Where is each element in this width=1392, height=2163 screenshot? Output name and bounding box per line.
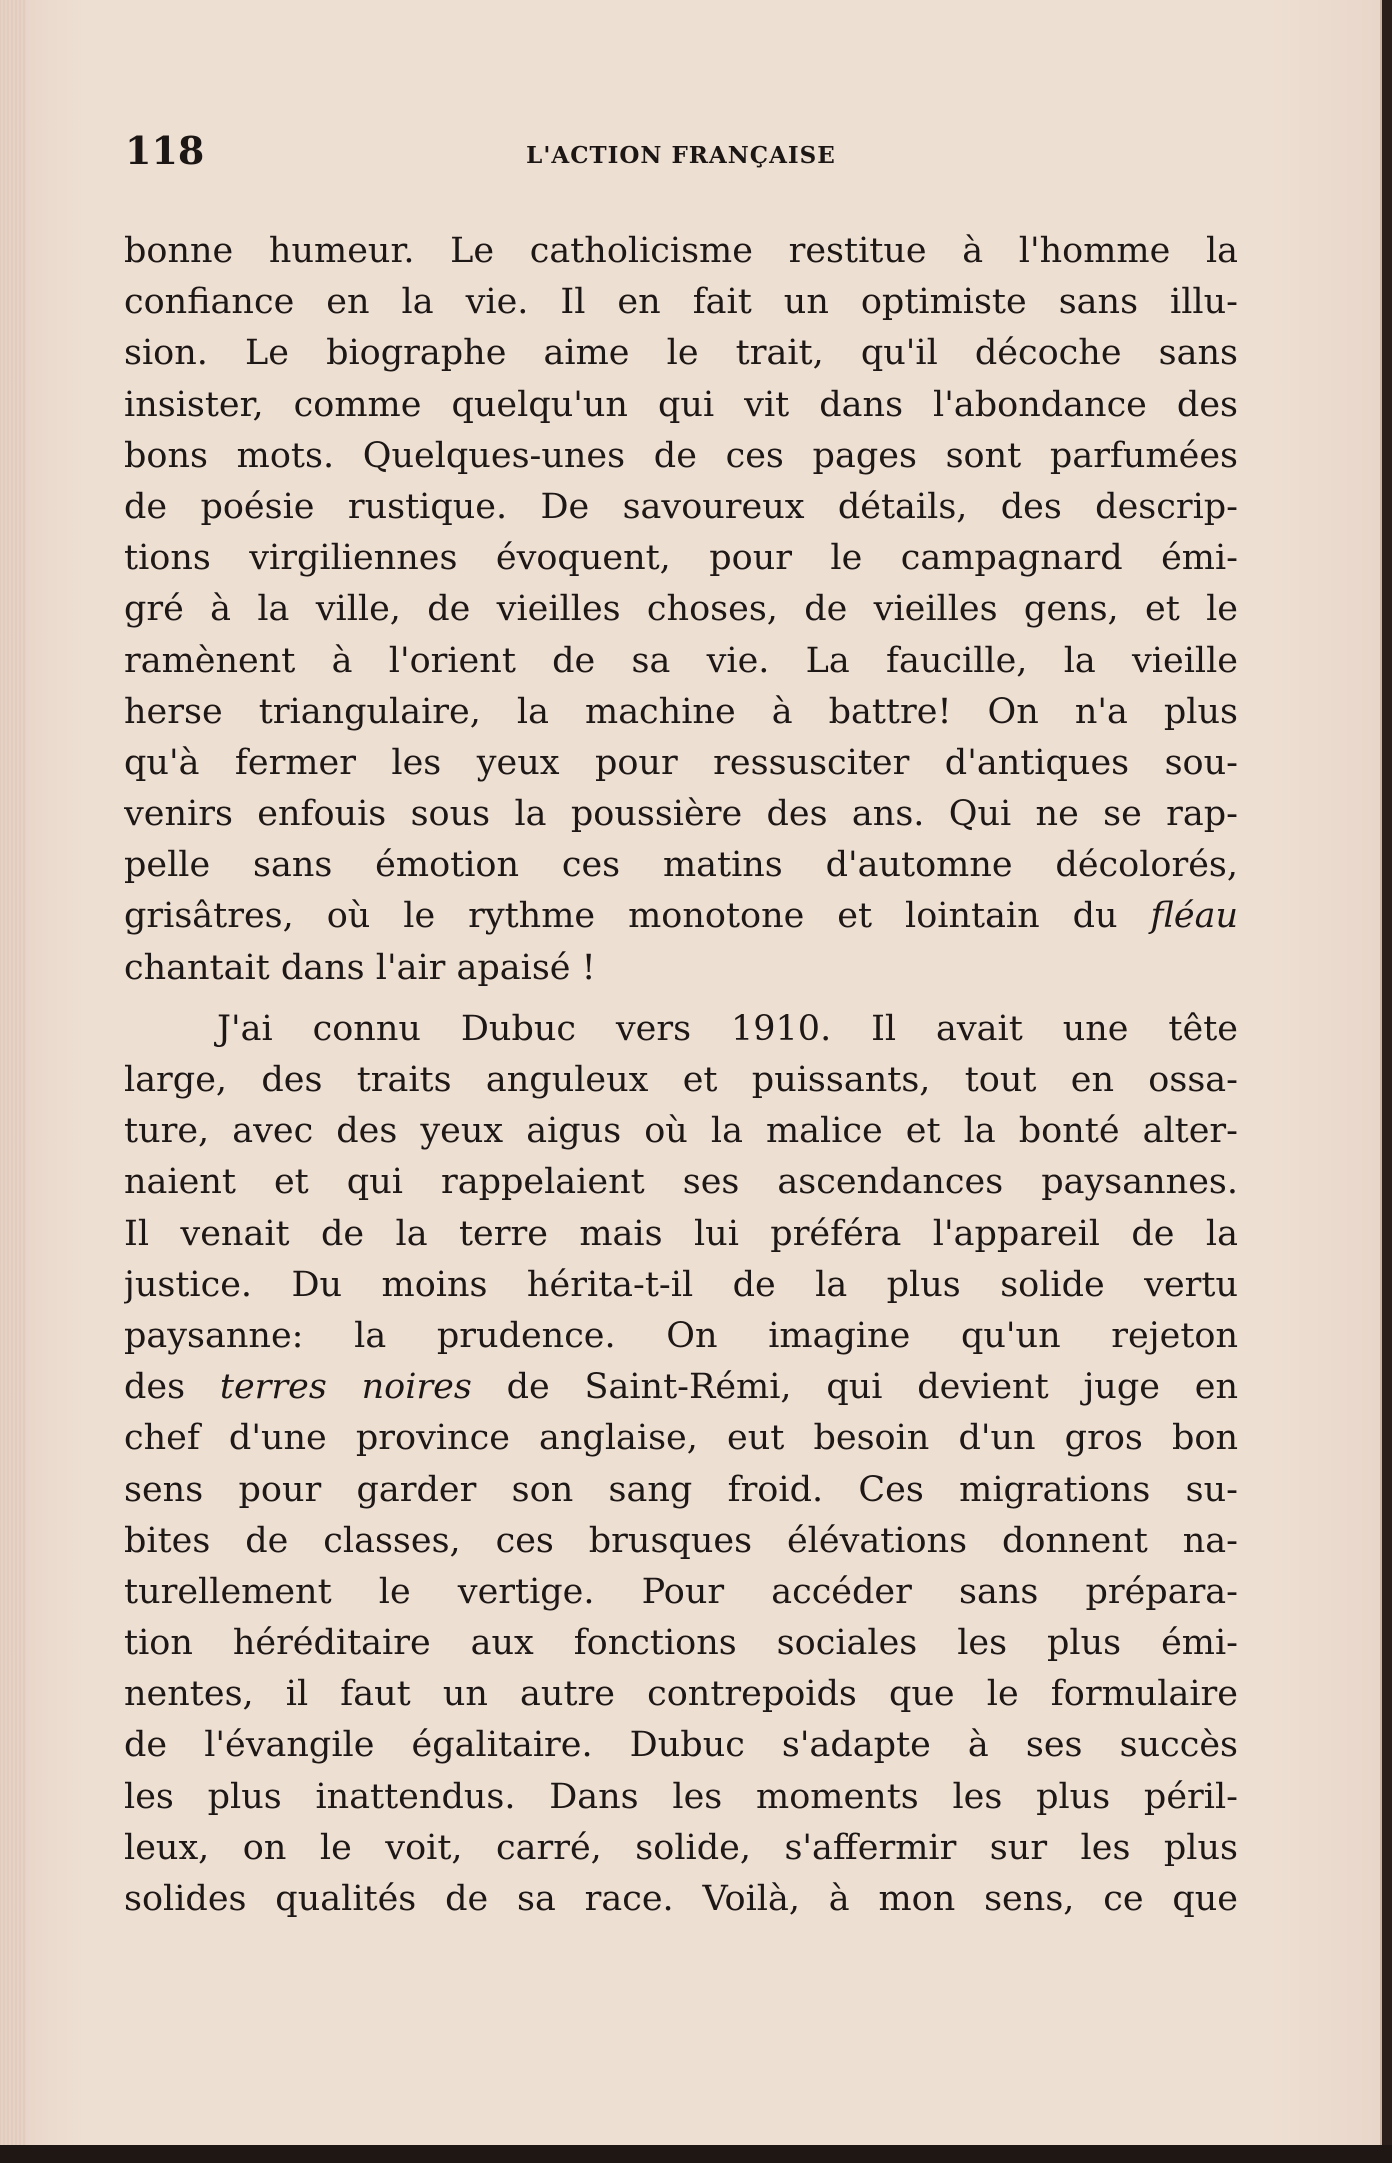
text-line: turellement le vertige. Pour accéder sans prépara-: [124, 1571, 1238, 1612]
text-line: sens pour garder son sang froid. Ces migrations su-: [124, 1469, 1238, 1510]
text-line: J'ai connu Dubuc vers 1910. Il avait une tête: [217, 1008, 1238, 1049]
running-head: L'ACTION FRANÇAISE: [526, 142, 836, 169]
italic-phrase: terres noires: [219, 1367, 472, 1408]
body-text: [124, 226, 1238, 1925]
paragraph-1: [124, 226, 1238, 994]
text-line: ramènent à l'orient de sa vie. La faucille, la vieille: [124, 640, 1238, 681]
page-edge-shading: [0, 0, 26, 2148]
text-line: bons mots. Quelques-unes de ces pages sont parfumées: [124, 435, 1238, 476]
text-line: Il venait de la terre mais lui préféra l'appareil de la: [124, 1213, 1238, 1254]
text-line: large, des traits anguleux et puissants, tout en ossa-: [124, 1060, 1238, 1100]
text-line: gré à la ville, de vieilles choses, de vieilles gens, et le: [124, 589, 1238, 630]
text-line: chef d'une province anglaise, eut besoin d'un gros bon: [124, 1418, 1238, 1459]
text-line-with-italic: [124, 1362, 1238, 1413]
text-line: confiance en la vie. Il en fait un optimiste sans illu-: [124, 282, 1238, 323]
text-line: chantait dans l'air apaisé !: [124, 947, 596, 988]
text-line: nentes, il faut un autre contrepoids que le formulaire: [124, 1674, 1238, 1715]
text-line: bonne humeur. Le catholicisme restitue à l'homme la: [124, 231, 1238, 271]
text-segment: de Saint-Rémi, qui devient juge en: [506, 1367, 1238, 1408]
text-line: solides qualités de sa race. Voilà, à mon sens, ce que: [124, 1879, 1238, 1919]
book-binding-shadow: [0, 2145, 1392, 2163]
text-line-with-italic: [124, 891, 1238, 942]
text-line: de poésie rustique. De savoureux détails, des descrip-: [124, 486, 1238, 527]
paragraph-2: [124, 1004, 1238, 1925]
text-line: insister, comme quelqu'un qui vit dans l'abondance des: [124, 384, 1238, 425]
text-line: tions virgiliennes évoquent, pour le campagnard émi-: [124, 538, 1238, 579]
text-line: justice. Du moins hérita-t-il de la plus solide vertu: [124, 1264, 1238, 1305]
text-line: venirs enfouis sous la poussière des ans. Qui ne se rap-: [124, 794, 1238, 835]
text-line: qu'à fermer les yeux pour ressusciter d'antiques sou-: [124, 742, 1238, 783]
text-line: tion héréditaire aux fonctions sociales les plus émi-: [124, 1623, 1238, 1664]
page-header: [125, 128, 1237, 178]
text-line: naient et qui rappelaient ses ascendances paysannes.: [124, 1162, 1238, 1203]
italic-word: fléau: [1150, 896, 1238, 937]
text-line: herse triangulaire, la machine à battre! On n'a plus: [124, 691, 1238, 732]
text-line: pelle sans émotion ces matins d'automne décolorés,: [124, 845, 1238, 886]
text-line: sion. Le biographe aime le trait, qu'il décoche sans: [124, 333, 1238, 374]
text-line: les plus inattendus. Dans les moments les plus péril-: [124, 1776, 1238, 1817]
text-segment: des: [124, 1367, 186, 1408]
text-line: ture, avec des yeux aigus où la malice et la bonté alter-: [124, 1111, 1238, 1152]
text-line: bites de classes, ces brusques élévations donnent na-: [124, 1520, 1238, 1561]
text-segment: grisâtres, où le rythme monotone et lointain du: [124, 896, 1118, 937]
text-line: de l'évangile égalitaire. Dubuc s'adapte à ses succès: [124, 1725, 1238, 1766]
page-number: 118: [125, 128, 205, 173]
text-line: leux, on le voit, carré, solide, s'affermir sur les plus: [124, 1827, 1238, 1868]
text-line: paysanne: la prudence. On imagine qu'un rejeton: [124, 1315, 1238, 1356]
